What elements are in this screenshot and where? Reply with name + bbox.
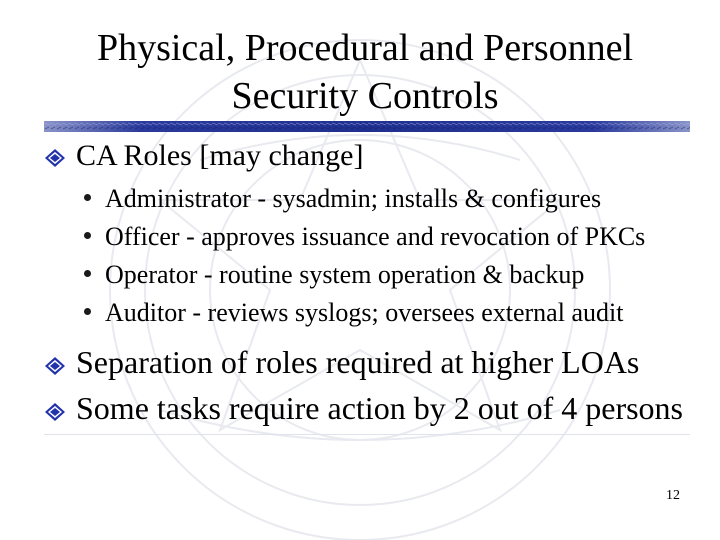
title-line-1: Physical, Procedural and Personnel <box>96 27 634 69</box>
sub-item-auditor <box>84 298 623 328</box>
bullet-text: Separation of roles required at higher LOAs <box>76 344 640 380</box>
sub-item-text: Officer - approves issuance and revocation of PKCs <box>105 222 646 251</box>
sub-item-text: Administrator - sysadmin; installs & configures <box>105 184 602 213</box>
title-divider-rule <box>44 121 690 132</box>
bullet-text: Some tasks require action by 2 out of 4 persons <box>76 390 683 426</box>
sub-item-administrator <box>84 184 601 214</box>
diamond-bullet-icon <box>44 402 66 422</box>
footer-divider <box>44 433 690 436</box>
dot-bullet-icon <box>84 270 91 277</box>
sub-item-operator <box>84 260 584 290</box>
dot-bullet-icon <box>84 308 91 315</box>
dot-bullet-icon <box>84 194 91 201</box>
diamond-bullet-icon <box>44 356 66 376</box>
bullet-two-person-tasks <box>44 390 683 426</box>
sub-item-text: Operator - routine system operation & backup <box>105 260 585 289</box>
bullet-text: CA Roles [may change] <box>76 139 364 172</box>
bullet-ca-roles <box>44 138 363 174</box>
bullet-separation-of-roles <box>44 344 639 380</box>
page-number: 12 <box>666 488 680 503</box>
slide-title <box>40 24 690 120</box>
sub-item-text: Auditor - reviews syslogs; oversees external audit <box>105 298 624 327</box>
sub-item-officer <box>84 222 645 252</box>
dot-bullet-icon <box>84 232 91 239</box>
diamond-bullet-icon <box>44 148 66 168</box>
title-line-2: Security Controls <box>231 75 499 117</box>
